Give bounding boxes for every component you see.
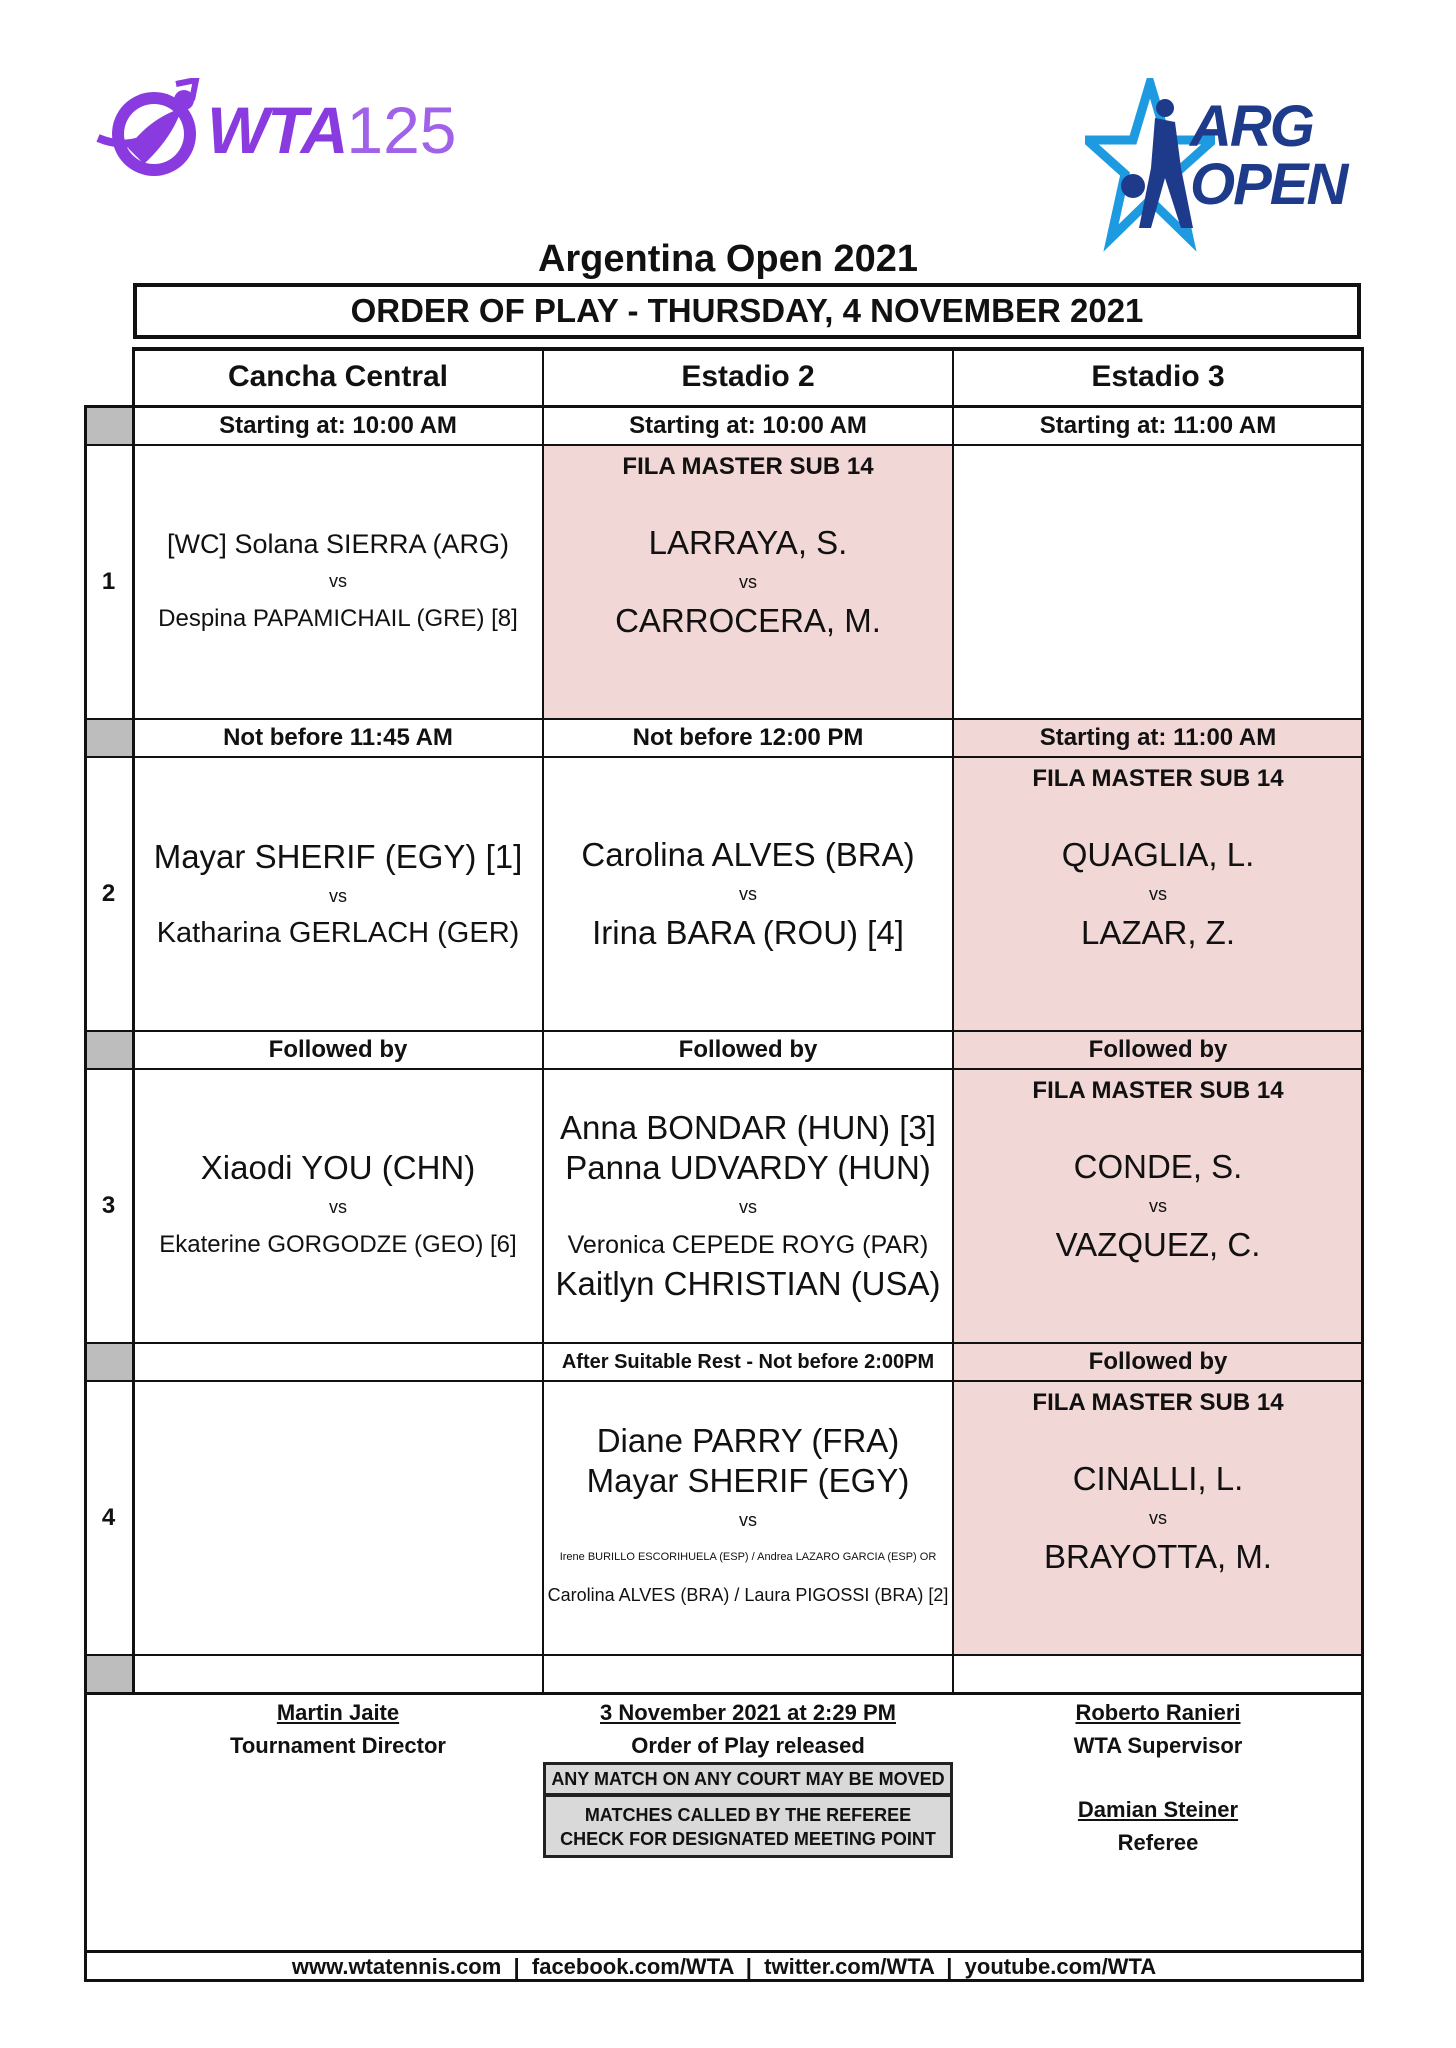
referee-role: Referee (1117, 1830, 1199, 1855)
start-time: Starting at: 11:00 AM (1039, 412, 1277, 439)
match-cell (953, 1069, 1363, 1343)
team-2-option-a: Irene BURILLO ESCORIHUELA (ESP) / Andrea LAZARO GARCIA (ESP) OR (559, 1551, 937, 1563)
match-cell (133, 445, 543, 719)
court-header-estadio-3: Estadio 3 (1091, 360, 1225, 393)
match-number: 2 (101, 880, 116, 907)
team-1-player-b: Panna UDVARDY (HUN) (565, 1149, 931, 1186)
arg-logo-line2: OPEN (1190, 152, 1347, 217)
start-time: Starting at: 11:00 AM (953, 719, 1363, 757)
vs-label: vs (1149, 1508, 1167, 1528)
empty-match-cell (133, 1381, 543, 1655)
release-label: Order of Play released (631, 1733, 865, 1758)
vs-label: vs (1149, 884, 1167, 904)
tennis-player-icon (92, 78, 212, 188)
start-time: Followed by (953, 1031, 1363, 1069)
player-1: LARRAYA, S. (648, 524, 848, 561)
row-marker (84, 1655, 133, 1693)
player-1: CINALLI, L. (1072, 1460, 1244, 1497)
start-time: Starting at: 10:00 AM (219, 412, 457, 439)
player-1: CONDE, S. (1073, 1148, 1243, 1185)
start-time: After Suitable Rest - Not before 2:00PM (561, 1351, 935, 1373)
player-1: QUAGLIA, L. (1061, 836, 1255, 873)
court-header-estadio-2: Estadio 2 (681, 360, 815, 393)
player-2: Ekaterine GORGODZE (GEO) [6] (159, 1231, 517, 1258)
court-header-cancha-central: Cancha Central (227, 360, 449, 393)
start-time: Not before 11:45 AM (223, 724, 453, 751)
vs-label: vs (739, 1510, 757, 1530)
player-2: VAZQUEZ, C. (1055, 1226, 1261, 1263)
supervisor-role: WTA Supervisor (1073, 1733, 1243, 1758)
player-2: Katharina GERLACH (GER) (156, 917, 520, 949)
wta-tier: 125 (346, 93, 457, 167)
player-1: Carolina ALVES (BRA) (581, 836, 915, 873)
order-of-play-heading: ORDER OF PLAY - THURSDAY, 4 NOVEMBER 2021 (133, 283, 1361, 339)
team-1-player-a: Anna BONDAR (HUN) [3] (560, 1109, 936, 1146)
vs-label: vs (739, 1197, 757, 1217)
team-2-player-a: Veronica CEPEDE ROYG (PAR) (567, 1231, 929, 1259)
notice-meeting-point (543, 1794, 953, 1858)
row-marker (84, 1343, 133, 1381)
start-time: Followed by (953, 1343, 1363, 1381)
start-time: Starting at: 10:00 AM (629, 412, 867, 439)
release-date: 3 November 2021 at 2:29 PM (600, 1700, 896, 1725)
notice-line-2: CHECK FOR DESIGNATED MEETING POINT (560, 1829, 936, 1849)
empty-match-cell (953, 445, 1363, 719)
player-1: [WC] Solana SIERRA (ARG) (166, 529, 510, 559)
match-cell (133, 1069, 543, 1343)
match-cell (953, 1381, 1363, 1655)
player-1: Mayar SHERIF (EGY) [1] (153, 838, 523, 875)
event-label: FILA MASTER SUB 14 (1032, 1077, 1284, 1104)
match-number: 3 (101, 1192, 116, 1219)
social-links[interactable]: www.wtatennis.com | facebook.com/WTA | twitter.com/WTA | youtube.com/WTA (291, 1954, 1157, 1979)
match-cell (543, 1381, 953, 1655)
vs-label: vs (329, 886, 347, 906)
vs-label: vs (329, 571, 347, 591)
player-2: Despina PAPAMICHAIL (GRE) [8] (158, 605, 518, 632)
vs-label: vs (739, 884, 757, 904)
vs-label: vs (329, 1197, 347, 1217)
tournament-title: Argentina Open 2021 (537, 238, 919, 280)
tournament-director-name: Martin Jaite (276, 1700, 400, 1725)
team-1-player-a: Diane PARRY (FRA) (596, 1422, 900, 1459)
match-cell (543, 445, 953, 719)
tournament-director-role: Tournament Director (230, 1733, 446, 1758)
arg-logo-line1: ARG (1190, 94, 1313, 159)
match-number: 4 (101, 1504, 116, 1531)
supervisor-name: Roberto Ranieri (1075, 1700, 1241, 1725)
match-number: 1 (101, 568, 116, 595)
vs-label: vs (1149, 1196, 1167, 1216)
wta-125-logo (92, 78, 462, 188)
match-cell (953, 757, 1363, 1031)
team-2-player-b: Kaitlyn CHRISTIAN (USA) (555, 1265, 941, 1302)
event-label: FILA MASTER SUB 14 (1032, 1389, 1284, 1416)
player-2: CARROCERA, M. (615, 602, 881, 639)
row-marker (84, 1031, 133, 1069)
player-1: Xiaodi YOU (CHN) (200, 1149, 476, 1186)
event-label: FILA MASTER SUB 14 (622, 453, 874, 480)
match-cell (543, 1069, 953, 1343)
row-marker (84, 719, 133, 757)
wta-brand: WTA (207, 93, 347, 167)
player-2: BRAYOTTA, M. (1044, 1538, 1272, 1575)
referee-name: Damian Steiner (1077, 1797, 1239, 1822)
arg-open-logo (1085, 78, 1355, 258)
start-time: Followed by (268, 1036, 408, 1063)
row-marker (84, 407, 133, 445)
start-time: Not before 12:00 PM (632, 724, 864, 751)
match-cell (543, 757, 953, 1031)
notice-match-moved: ANY MATCH ON ANY COURT MAY BE MOVED (543, 1762, 953, 1796)
event-label: FILA MASTER SUB 14 (1032, 765, 1284, 792)
team-1-player-b: Mayar SHERIF (EGY) (586, 1462, 910, 1499)
match-cell (133, 757, 543, 1031)
player-2: Irina BARA (ROU) [4] (592, 914, 904, 951)
start-time (133, 1343, 543, 1381)
vs-label: vs (739, 572, 757, 592)
start-time: Followed by (678, 1036, 818, 1063)
team-2-option-b: Carolina ALVES (BRA) / Laura PIGOSSI (BRA) [2] (547, 1585, 949, 1605)
notice-line-1: MATCHES CALLED BY THE REFEREE (584, 1805, 912, 1825)
player-2: LAZAR, Z. (1080, 914, 1236, 951)
